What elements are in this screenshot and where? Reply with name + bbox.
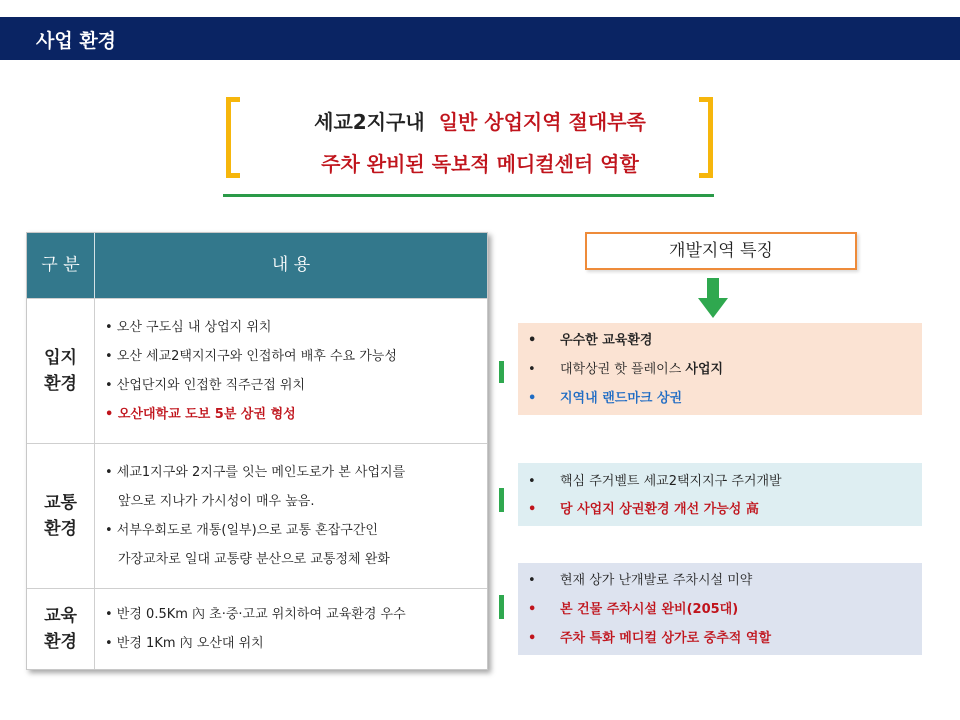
list-item: • 대학상권 핫 플레이스 사업지 bbox=[528, 362, 724, 377]
row-label-line: 교통 bbox=[44, 493, 77, 513]
row-label bbox=[27, 589, 95, 669]
header-category: 구 분 bbox=[27, 233, 95, 298]
panel-marker bbox=[499, 488, 504, 512]
table-row-education bbox=[27, 588, 487, 669]
list-item: • 오산 세교2택지지구와 인접하여 배후 수요 가능성 bbox=[105, 349, 397, 364]
list-item: • 반경 1Km 內 오산대 위치 bbox=[105, 636, 264, 651]
row-label-line: 환경 bbox=[44, 632, 77, 652]
list-item: • 당 사업지 상권환경 개선 가능성 高 bbox=[528, 502, 759, 517]
list-item: • 우수한 교육환경 bbox=[528, 333, 653, 348]
list-item: • 주차 특화 메디컬 상가로 중추적 역할 bbox=[528, 631, 771, 646]
feature-panel-residential bbox=[518, 463, 922, 526]
table-header bbox=[27, 233, 487, 298]
row-items bbox=[105, 589, 485, 669]
page-title: 사업 환경 bbox=[36, 30, 117, 52]
list-item: • 오산 구도심 내 상업지 위치 bbox=[105, 320, 272, 335]
list-item: • 오산대학교 도보 5분 상권 형성 bbox=[105, 407, 296, 422]
headline-line-2: 주차 완비된 독보적 메디컬센터 역할 bbox=[321, 152, 639, 176]
header-content: 내 용 bbox=[271, 255, 311, 275]
row-items bbox=[105, 444, 485, 588]
headline-line-1 bbox=[0, 106, 960, 135]
environment-table bbox=[26, 232, 488, 670]
table-row-location bbox=[27, 298, 487, 443]
headline-red-text: 일반 상업지역 절대부족 bbox=[438, 110, 646, 134]
row-label-line: 환경 bbox=[44, 519, 77, 539]
features-title: 개발지역 특징 bbox=[585, 232, 857, 270]
feature-panel-parking bbox=[518, 563, 922, 655]
table-row-traffic bbox=[27, 443, 487, 588]
list-item: 앞으로 지나가 가시성이 매우 높음. bbox=[118, 494, 315, 509]
row-label bbox=[27, 299, 95, 443]
list-item: • 핵심 주거벨트 세교2택지지구 주거개발 bbox=[528, 474, 782, 489]
row-label bbox=[27, 444, 95, 588]
row-label-line: 입지 bbox=[44, 348, 77, 368]
list-item: • 현재 상가 난개발로 주차시설 미약 bbox=[528, 573, 753, 588]
row-label-line: 교육 bbox=[44, 606, 77, 626]
header-bar bbox=[0, 17, 960, 60]
list-item: • 산업단지와 인접한 직주근접 위치 bbox=[105, 378, 306, 393]
headline-underline bbox=[223, 194, 714, 197]
row-items bbox=[105, 299, 485, 443]
list-item: • 지역내 랜드마크 상권 bbox=[528, 391, 683, 406]
headline-dark-text: 세교2지구내 bbox=[314, 110, 425, 134]
panel-marker bbox=[499, 361, 504, 383]
list-item: 가장교차로 일대 교통량 분산으로 교통정체 완화 bbox=[118, 552, 390, 567]
row-label-line: 환경 bbox=[44, 374, 77, 394]
feature-panel-education bbox=[518, 323, 922, 415]
list-item: • 반경 0.5Km 內 초·중·고교 위치하여 교육환경 우수 bbox=[105, 607, 406, 622]
list-item: • 서부우회도로 개통(일부)으로 교통 혼잡구간인 bbox=[105, 523, 378, 538]
panel-marker bbox=[499, 595, 504, 619]
arrow-down-icon bbox=[698, 278, 728, 318]
list-item: • 본 건물 주차시설 완비(205대) bbox=[528, 602, 739, 617]
list-item: • 세교1지구와 2지구를 잇는 메인도로가 본 사업지를 bbox=[105, 465, 406, 480]
